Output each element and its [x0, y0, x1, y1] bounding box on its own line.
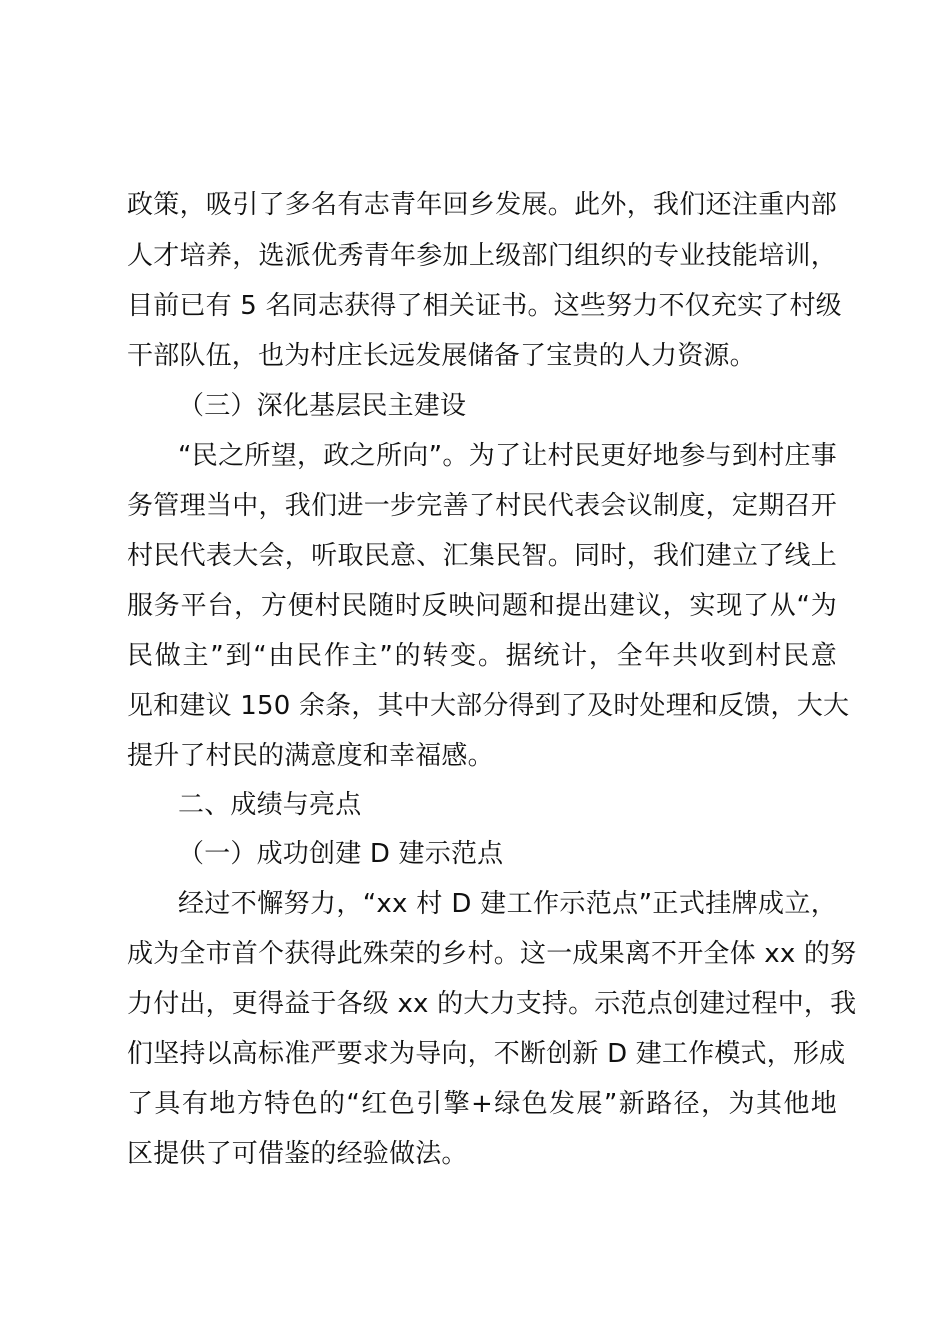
- paragraph-line: 民做主”到“由民作主”的转变。据统计，全年共收到村民意: [127, 641, 837, 671]
- paragraph-line: 人才培养，选派优秀青年参加上级部门组织的专业技能培训，: [127, 241, 837, 271]
- paragraph-line: 提升了村民的满意度和幸福感。: [127, 741, 494, 771]
- paragraph-line: 们坚持以高标准严要求为导向，不断创新 D 建工作模式，形成: [127, 1039, 846, 1069]
- section-heading: （一）成功创建 D 建示范点: [178, 839, 504, 869]
- paragraph-line: “民之所望，政之所向”。为了让村民更好地参与到村庄事: [178, 441, 837, 471]
- paragraph-line: 成为全市首个获得此殊荣的乡村。这一成果离不开全体 xx 的努: [127, 939, 857, 969]
- paragraph-line: 目前已有 5 名同志获得了相关证书。这些努力不仅充实了村级: [127, 291, 842, 321]
- paragraph-line: 见和建议 150 余条，其中大部分得到了及时处理和反馈，大大: [127, 691, 850, 721]
- paragraph-line: 了具有地方特色的“红色引擎+绿色发展”新路径，为其他地: [127, 1089, 837, 1119]
- paragraph-line: 力付出，更得益于各级 xx 的大力支持。示范点创建过程中，我: [127, 989, 857, 1019]
- paragraph-line: 政策，吸引了多名有志青年回乡发展。此外，我们还注重内部: [127, 190, 837, 220]
- paragraph-line: 经过不懈努力，“xx 村 D 建工作示范点”正式挂牌成立，: [178, 889, 837, 919]
- chapter-heading: 二、成绩与亮点: [178, 790, 362, 820]
- paragraph-line: 干部队伍，也为村庄长远发展储备了宝贵的人力资源。: [127, 341, 756, 371]
- paragraph-line: 务管理当中，我们进一步完善了村民代表会议制度，定期召开: [127, 491, 837, 521]
- paragraph-line: 区提供了可借鉴的经验做法。: [127, 1139, 468, 1169]
- paragraph-line: 服务平台，方便村民随时反映问题和提出建议，实现了从“为: [127, 591, 837, 621]
- paragraph-line: 村民代表大会，听取民意、汇集民智。同时，我们建立了线上: [127, 541, 837, 571]
- section-heading: （三）深化基层民主建设: [178, 391, 467, 421]
